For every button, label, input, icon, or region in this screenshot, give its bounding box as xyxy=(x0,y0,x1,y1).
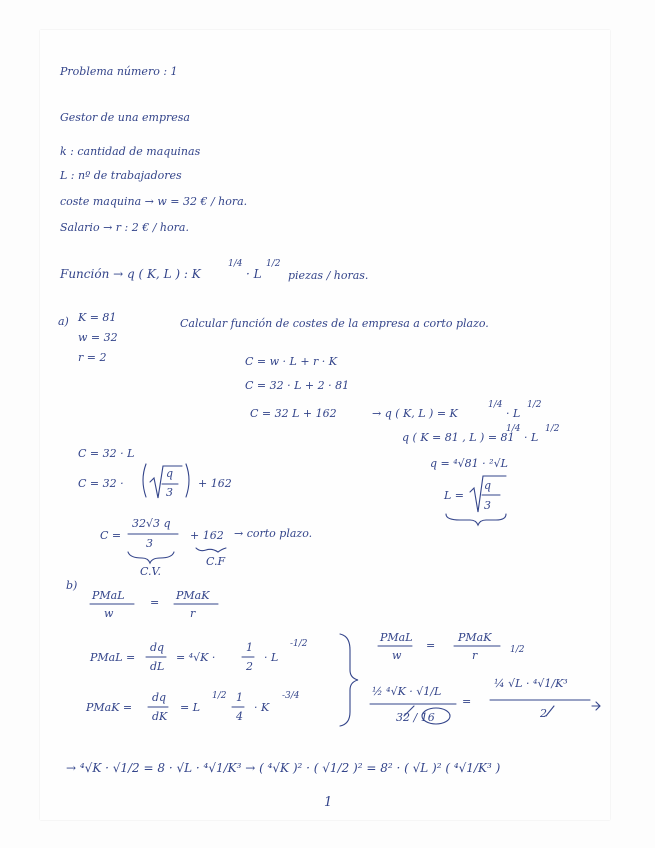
pmal-frac-den: dL xyxy=(150,660,165,673)
ratio-lhs-num: PMaL xyxy=(92,589,125,602)
pmal-lhs: PMaL = xyxy=(90,651,136,664)
l-radical xyxy=(470,476,506,512)
c-radical xyxy=(150,466,182,498)
function-unit: piezas / horas. xyxy=(288,269,369,282)
eq4-exponent-k: 1/4 xyxy=(506,424,521,434)
cost-c-eq2-num: q xyxy=(166,467,174,480)
pmak-tail: · K xyxy=(254,701,270,714)
right-ratio-num-l: PMaL xyxy=(380,631,413,644)
pmak-lhs: PMaK = xyxy=(86,701,133,714)
function-dot-l: · L xyxy=(246,267,262,281)
eq3-exponent-l: 1/2 xyxy=(527,400,542,410)
ratio-lhs-den: w xyxy=(104,607,114,620)
cost-c-eq2-rhs: + 162 xyxy=(198,477,232,490)
variable-k: k : cantidad de maquinas xyxy=(60,145,201,158)
cv-underbrace xyxy=(128,552,174,563)
right-ratio-equals: = xyxy=(426,639,436,652)
eq3-dot-l: · L xyxy=(506,407,521,420)
pmal-half-den: 2 xyxy=(246,660,253,673)
given-w: w = 32 xyxy=(78,331,118,344)
cost-c-eq1: C = 32 · L xyxy=(78,447,135,460)
given-r: r = 2 xyxy=(78,351,107,364)
subject-line: Gestor de una empresa xyxy=(60,111,190,124)
pmak-quarter-den: 4 xyxy=(236,710,243,723)
l-solution-lhs: L = xyxy=(444,489,465,502)
substituted-den-r: 2 xyxy=(540,707,547,720)
substituted-equals: = xyxy=(462,695,472,708)
right-ratio-den-r: r xyxy=(472,649,478,662)
substituted-num-l: ½ ⁴√K · √1/L xyxy=(372,685,442,698)
task-statement: Calcular función de costes de la empresa a corto plazo. xyxy=(180,317,489,330)
circled-16 xyxy=(422,708,450,724)
eq3-exponent-k: 1/4 xyxy=(488,400,503,410)
cost-equation-3: C = 32 L + 162 xyxy=(250,407,337,420)
right-paren xyxy=(186,464,189,497)
ratio-rhs-den: r xyxy=(190,607,196,620)
pmak-rhs: = L xyxy=(180,701,201,714)
variable-l: L : nº de trabajadores xyxy=(60,169,182,182)
pmal-exponent: -1/2 xyxy=(290,639,308,649)
pmak-exponent-l: 1/2 xyxy=(212,691,227,701)
strike-2 xyxy=(546,706,554,716)
wage-line: Salario → r : 2 € / hora. xyxy=(60,221,189,234)
root-equation: q = ⁴√81 · ²√L xyxy=(430,457,508,470)
eq4-exponent-l: 1/2 xyxy=(545,424,560,434)
ratio-rhs-num: PMaK xyxy=(176,589,210,602)
pmal-frac-num: dq xyxy=(150,641,165,654)
machine-cost: coste maquina → w = 32 € / hora. xyxy=(60,195,248,208)
l-solution-num: q xyxy=(484,479,492,492)
cost-c-eq3-den: 3 xyxy=(146,537,153,550)
system-brace xyxy=(340,634,358,726)
left-paren xyxy=(143,464,146,497)
cost-c-eq2-den: 3 xyxy=(166,486,173,499)
cf-squiggle xyxy=(196,548,226,552)
l-underbrace xyxy=(446,514,506,525)
right-ratio-den-l: w xyxy=(392,649,402,662)
problem-title: Problema número : 1 xyxy=(60,65,178,78)
substituted-den-l: 32 / 16 xyxy=(396,711,435,724)
pmak-exponent-k: -3/4 xyxy=(282,691,300,701)
strike-32 xyxy=(404,706,414,716)
right-ratio-num-r: PMaK xyxy=(458,631,492,644)
cost-c-eq3-num: 32√3 q xyxy=(132,517,171,530)
part-a-label: a) xyxy=(58,315,69,328)
short-run-result: → corto plazo. xyxy=(234,527,313,540)
right-ratio-exponent: 1/2 xyxy=(510,645,525,655)
substituted-num-r: ¼ √L · ⁴√1/K³ xyxy=(494,677,568,690)
cost-equation-2: C = 32 · L + 2 · 81 xyxy=(245,379,350,392)
given-k: K = 81 xyxy=(78,311,117,324)
l-solution-den: 3 xyxy=(484,499,491,512)
cost-c-eq3-fixed: + 162 xyxy=(190,529,224,542)
ratio-equals: = xyxy=(150,596,160,609)
pmal-rhs: = ⁴√K · xyxy=(176,651,216,664)
part-b-label: b) xyxy=(66,579,78,592)
variable-cost-label: C.V. xyxy=(140,565,162,578)
pmak-frac-den: dK xyxy=(152,710,168,723)
substituted-function: q ( K = 81 , L ) = 81 xyxy=(402,431,515,444)
cost-c-eq2-lhs: C = 32 · xyxy=(78,477,124,490)
final-equation: → ⁴√K · √1/2 = 8 · √L · ⁴√1/K³ → ( ⁴√K )² · ( √1/2 )² = 8² · ( √L )² ( ⁴√1/K³ ) xyxy=(66,761,501,775)
function-exponent-k: 1/4 xyxy=(228,259,243,269)
continuation-arrow xyxy=(592,702,600,710)
production-function: Función → q ( K, L ) : K xyxy=(60,267,201,281)
cost-c-eq3-lhs: C = xyxy=(100,529,122,542)
fixed-cost-label: C.F xyxy=(206,555,226,568)
cost-equation-1: C = w · L + r · K xyxy=(245,355,338,368)
eq4-dot-l: · L xyxy=(524,431,539,444)
pmal-tail: · L xyxy=(264,651,279,664)
pmak-frac-num: dq xyxy=(152,691,167,704)
pmal-half-num: 1 xyxy=(246,641,253,654)
function-exponent-l: 1/2 xyxy=(266,259,281,269)
pmak-quarter-num: 1 xyxy=(236,691,243,704)
page-number: 1 xyxy=(324,795,333,810)
cost-equation-3-arrow: → q ( K, L ) = K xyxy=(372,407,458,420)
